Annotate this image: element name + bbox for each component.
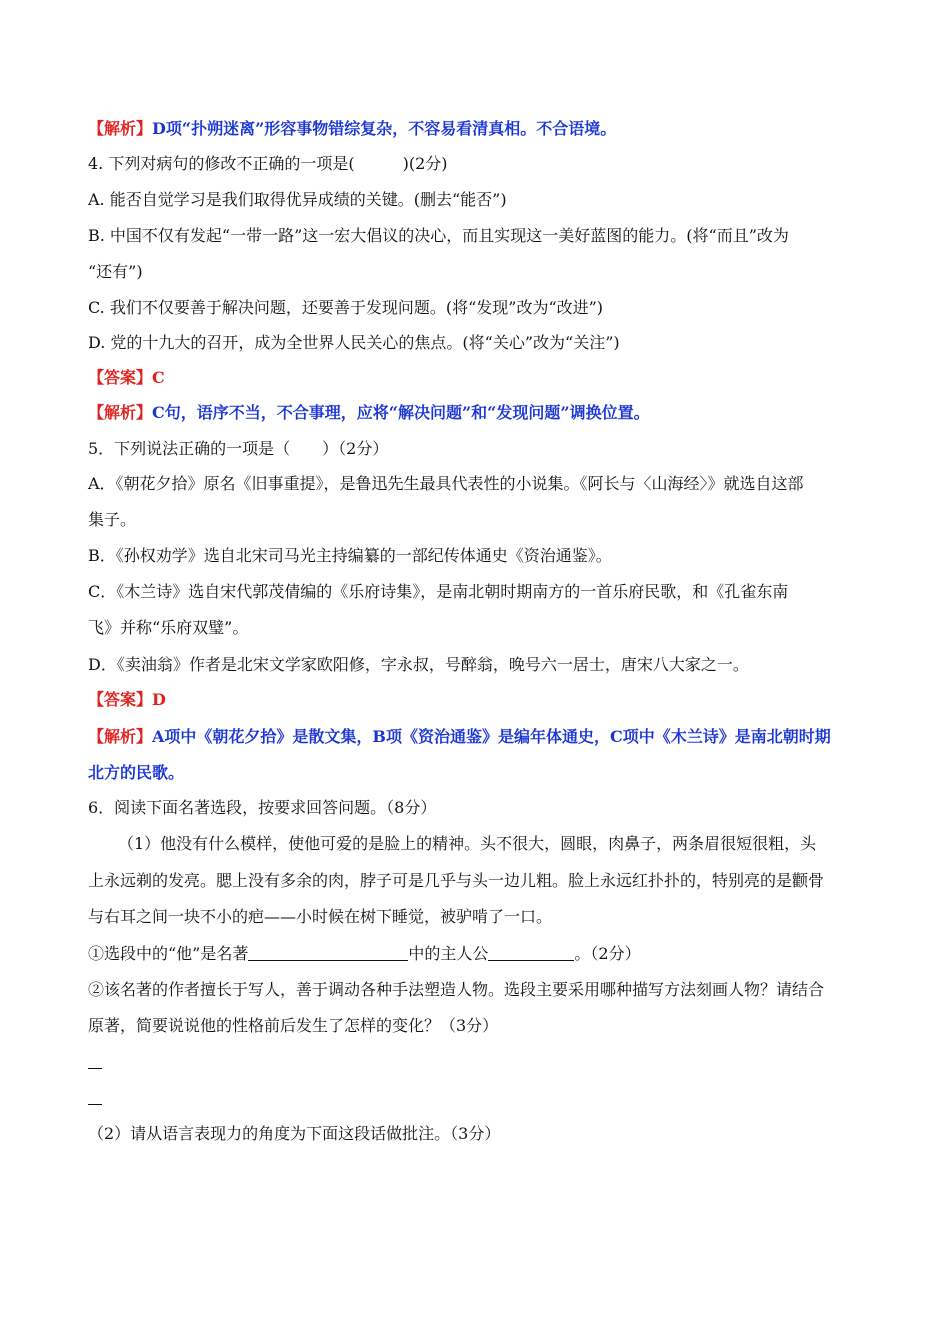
q5-answer: 【答案】D: [88, 690, 166, 709]
q4-stem: 4. 下列对病句的修改不正确的一项是( )(2分): [88, 154, 448, 173]
q4-analysis: 【解析】C句，语序不当，不合事理，应将“解决问题”和“发现问题”调换位置。: [88, 403, 650, 422]
q6-sub2: ②该名著的作者擅长于写人，善于调动各种手法塑造人物。选段主要采用哪种描写方法刻画人物？请结合: [88, 980, 825, 999]
q5-option-b: B．《孙权劝学》选自北宋司马光主持编纂的一部纪传体通史《资治通鉴》。: [88, 546, 612, 565]
q6-sub2-cont: 原著，简要说说他的性格前后发生了怎样的变化？（3分）: [88, 1016, 499, 1035]
q6-sub1: ①选段中的“他”是名著 中的主人公 。（2分）: [88, 944, 641, 963]
q4-option-b-cont: “还有”): [88, 262, 143, 281]
q6-sub3: （2）请从语言表现力的角度为下面这段话做批注。（3分）: [88, 1124, 501, 1143]
q5-option-a: A．《朝花夕拾》原名《旧事重提》，是鲁迅先生最具代表性的小说集。《阿长与〈山海经〉》就选自这部: [88, 474, 804, 493]
q3-analysis: 【解析】D项“扑朔迷离”形容事物错综复杂，不容易看清真相。不合语境。: [88, 119, 617, 138]
q5-option-d: D．《卖油翁》作者是北宋文学家欧阳修，字永叔，号醉翁，晚号六一居士，唐宋八大家之一。: [88, 655, 749, 674]
q5-analysis: 【解析】A项中《朝花夕拾》是散文集，B项《资治通鉴》是编年体通史，C项中《木兰诗》是南北朝时期: [88, 727, 831, 746]
protagonist-blank[interactable]: [488, 944, 574, 961]
q5-option-a-cont: 集子。: [88, 510, 137, 529]
q6-stem: 6．阅读下面名著选段，按要求回答问题。（8分）: [88, 798, 437, 817]
q5-analysis-cont: 北方的民歌。: [88, 763, 185, 782]
q6-passage-line-1: （1）他没有什么模样，使他可爱的是脸上的精神。头不很大，圆眼，肉鼻子，两条眉很短很粗，头: [118, 834, 817, 853]
q5-option-c: C．《木兰诗》选自宋代郭茂倩编的《乐府诗集》，是南北朝时期南方的一首乐府民歌，和《孔雀东南: [88, 582, 789, 601]
q6-passage-line-3: 与右耳之间一块不小的疤——小时候在树下睡觉，被驴啃了一口。: [88, 907, 553, 926]
q4-option-d: D. 党的十九大的召开，成为全世界人民关心的焦点。(将“关心”改为“关注”): [88, 333, 620, 352]
q4-option-a: A. 能否自觉学习是我们取得优异成绩的关键。(删去“能否”): [88, 190, 507, 209]
q4-answer: 【答案】C: [88, 368, 165, 387]
q6-passage-line-2: 上永远剃的发亮。腮上没有多余的肉，脖子可是几乎与头一边儿粗。脸上永远红扑扑的，特别亮的是颧骨: [88, 871, 825, 890]
book-title-blank[interactable]: [248, 944, 408, 961]
answer-line-2[interactable]: [88, 1104, 102, 1105]
answer-line-1[interactable]: [88, 1068, 102, 1069]
q4-option-c: C. 我们不仅要善于解决问题，还要善于发现问题。(将“发现”改为“改进”): [88, 298, 604, 317]
q5-stem: 5．下列说法正确的一项是（ ）（2分）: [88, 439, 389, 458]
q4-option-b: B. 中国不仅有发起“一带一路”这一宏大倡议的决心，而且实现这一美好蓝图的能力。(将“而且”改为: [88, 226, 789, 245]
q5-option-c-cont: 飞》并称“乐府双璧”。: [88, 618, 249, 637]
